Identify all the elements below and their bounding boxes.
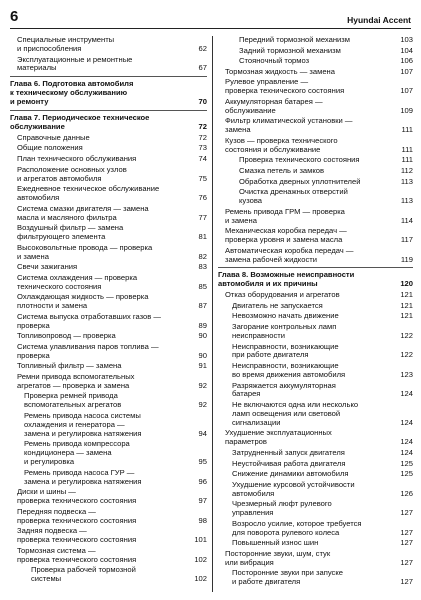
toc-entry[interactable] [218, 167, 413, 176]
toc-entry-title: Разряжается аккумуляторная батарея [232, 380, 336, 399]
toc-entry-title: Воздушный фильтр — замена фильтрующего элемента [17, 223, 124, 242]
toc-entry-title: Глава 6. Подготовка автомобиля к техническому обслуживанию и ремонту [10, 79, 134, 107]
toc-entry[interactable] [10, 508, 207, 526]
toc-entry-title: Передний тормозной механизм [239, 35, 350, 44]
toc-entry-page: 126 [400, 488, 413, 498]
toc-left-column [10, 36, 207, 586]
toc-entry[interactable] [10, 566, 207, 584]
toc-entry[interactable] [218, 117, 413, 135]
toc-entry-title: Стояночный тормоз [239, 56, 310, 66]
toc-entry-page: 83 [198, 262, 207, 272]
toc-entry-title: Неустойчивая работа двигателя [232, 458, 346, 468]
toc-entry-page: 72 [198, 121, 207, 131]
toc-entry[interactable] [10, 263, 207, 272]
toc-entry-page: 95 [198, 457, 207, 467]
toc-entry-title: Двигатель не запускается [232, 300, 323, 310]
toc-entry-title: Топливопровод — проверка [17, 331, 116, 341]
toc-entry[interactable] [10, 547, 207, 565]
toc-entry-page: 122 [400, 330, 413, 340]
toc-entry[interactable] [218, 291, 413, 300]
toc-entry-page: 124 [400, 437, 413, 447]
toc-entry-title: Снижение динамики автомобиля [232, 469, 349, 479]
toc-entry-page: 111 [401, 144, 413, 154]
toc-entry[interactable] [10, 313, 207, 331]
toc-entry[interactable] [218, 312, 413, 321]
toc-entry-page: 87 [198, 301, 207, 311]
toc-entry-page: 76 [198, 193, 207, 203]
toc-entry-page: 82 [198, 251, 207, 261]
toc-entry-title: Повышенный износ шин [232, 538, 319, 548]
toc-entry[interactable] [218, 500, 413, 518]
toc-entry-title: Глава 7. Периодическое техническое обслуживание [10, 113, 150, 131]
toc-entry-title: Не включаются одна или несколько ламп освещения или световой сигнализации [232, 400, 359, 427]
toc-entry-page: 107 [400, 66, 413, 76]
toc-entry-title: План технического обслуживания [17, 154, 137, 164]
toc-entry-page: 103 [400, 35, 413, 44]
toc-entry-page: 123 [400, 369, 413, 379]
toc-entry-title: Проверка рабочей тормозной системы [31, 565, 136, 584]
toc-entry[interactable] [218, 47, 413, 56]
toc-entry-page: 113 [400, 176, 413, 186]
toc-entry-title: Глава 8. Возможные неисправности автомобиля и их причины [218, 270, 355, 289]
toc-entry-title: Очистка дренажных отверстий кузова [239, 187, 348, 206]
toc-chapter-entry[interactable] [218, 271, 413, 289]
toc-entry-title: Механическая коробка передач — проверка уровня и замена масла [225, 226, 347, 245]
toc-entry-page: 102 [194, 554, 207, 564]
toc-entry[interactable] [10, 373, 207, 391]
toc-entry-title: Диски и шины — проверка технического состояния [17, 487, 137, 506]
toc-entry[interactable] [10, 488, 207, 506]
toc-entry[interactable] [218, 470, 413, 479]
toc-entry[interactable] [218, 429, 413, 447]
toc-entry-page: 72 [198, 132, 207, 142]
toc-entry[interactable] [218, 98, 413, 116]
toc-chapter-entry[interactable] [10, 114, 207, 132]
toc-entry[interactable] [10, 332, 207, 341]
toc-entry-title: Справочные данные [17, 132, 90, 142]
toc-entry-page: 96 [198, 476, 207, 486]
toc-entry[interactable] [10, 134, 207, 143]
toc-entry[interactable] [10, 144, 207, 153]
toc-entry[interactable] [10, 244, 207, 262]
toc-entry-title: Система улавливания паров топлива — проверка [17, 341, 159, 360]
toc-entry-title: Ремень привода насоса системы охлаждения и генератора — замена и регулировка натяжения [24, 410, 142, 438]
section-divider [10, 110, 207, 111]
toc-entry-page: 117 [400, 235, 413, 245]
toc-entry-page: 101 [194, 535, 207, 545]
toc-entry[interactable] [218, 382, 413, 400]
toc-entry[interactable] [10, 293, 207, 311]
toc-entry-title: Задняя подвеска — проверка технического состояния [17, 526, 137, 545]
toc-entry[interactable] [10, 36, 207, 54]
toc-entry[interactable] [218, 481, 413, 499]
toc-entry-title: Расположение основных узлов и агрегатов автомобиля [17, 164, 127, 183]
toc-entry-title: Загорание контрольных ламп неисправности [232, 322, 337, 340]
toc-entry[interactable] [218, 449, 413, 458]
toc-entry[interactable] [218, 57, 413, 66]
toc-entry-page: 127 [400, 508, 413, 518]
toc-entry-page: 113 [400, 196, 413, 206]
toc-entry-title: Ремень привода ГРМ — проверка и замена [225, 206, 345, 225]
toc-entry[interactable] [218, 137, 413, 155]
toc-entry-title: Рулевое управление — проверка технического состояния [225, 77, 345, 96]
toc-entry-page: 122 [400, 350, 413, 360]
toc-entry-page: 92 [198, 400, 207, 410]
toc-entry-title: Неисправности, возникающие во время движения автомобиля [232, 361, 346, 379]
toc-entry-title: Топливный фильтр — замена [17, 361, 122, 371]
toc-entry-page: 121 [400, 311, 413, 321]
toc-entry-page: 81 [198, 232, 207, 242]
toc-entry[interactable] [10, 274, 207, 292]
toc-entry-page: 90 [198, 331, 207, 341]
toc-entry[interactable] [10, 362, 207, 371]
toc-entry[interactable] [218, 227, 413, 245]
toc-entry[interactable] [10, 56, 207, 74]
toc-entry-page: 124 [400, 417, 413, 427]
toc-entry[interactable] [10, 155, 207, 164]
toc-entry-page: 67 [198, 63, 207, 73]
toc-entry-title: Задний тормозной механизм [239, 45, 341, 55]
toc-entry-page: 112 [400, 165, 413, 175]
toc-entry[interactable] [218, 178, 413, 187]
book-title: Hyundai Accent [347, 15, 411, 25]
toc-entry[interactable] [218, 208, 413, 226]
toc-entry-title: Обработка дверных уплотнителей [239, 176, 361, 186]
toc-entry[interactable] [218, 569, 413, 587]
toc-entry[interactable] [10, 166, 207, 184]
toc-entry[interactable] [218, 460, 413, 469]
toc-entry[interactable] [10, 392, 207, 410]
toc-entry[interactable] [218, 68, 413, 77]
toc-entry-title: Проверка ремней привода вспомогательных агрегатов [24, 391, 122, 410]
toc-entry-page: 106 [400, 56, 413, 66]
toc-entry-page: 125 [400, 458, 413, 468]
toc-entry-title: Посторонние звуки при запуске и работе двигателя [232, 568, 343, 587]
toc-entry-page: 74 [198, 154, 207, 164]
toc-entry-page: 107 [400, 86, 413, 96]
page-header [10, 6, 411, 29]
toc-entry-title: Аккумуляторная батарея — обслуживание [225, 96, 323, 115]
toc-entry-title: Тормозная система — проверка технического состояния [17, 545, 137, 564]
toc-right-column [218, 36, 413, 589]
toc-entry-page: 109 [400, 105, 413, 115]
toc-entry-page: 114 [400, 215, 413, 225]
toc-entry-page: 127 [400, 538, 413, 548]
toc-entry-page: 119 [400, 254, 413, 264]
toc-entry-page: 98 [198, 515, 207, 525]
toc-entry-title: Затрудненный запуск двигателя [232, 447, 345, 457]
toc-entry-title: Ремень привода компрессора кондиционера — замена и регулировка [24, 439, 130, 467]
toc-entry-page: 91 [198, 361, 207, 371]
toc-entry-page: 111 [401, 155, 413, 165]
toc-entry-page: 124 [400, 447, 413, 457]
toc-entry[interactable] [218, 156, 413, 165]
column-divider [212, 36, 213, 592]
toc-entry-page: 121 [400, 290, 413, 300]
toc-entry-page: 125 [400, 469, 413, 479]
toc-entry[interactable] [10, 224, 207, 242]
toc-entry-title: Автоматическая коробка передач — замена рабочей жидкости [225, 245, 354, 264]
toc-entry-title: Проверка технического состояния [239, 155, 360, 165]
toc-entry[interactable] [10, 412, 207, 439]
toc-entry-page: 73 [198, 143, 207, 153]
toc-entry-page: 124 [400, 389, 413, 399]
toc-entry[interactable] [218, 36, 413, 45]
page-number: 6 [10, 8, 19, 25]
toc-entry-title: Смазка петель и замков [239, 165, 325, 175]
toc-entry[interactable] [10, 527, 207, 545]
toc-entry-title: Эксплуатационные и ремонтные материалы [17, 54, 133, 73]
toc-entry-title: Ремни привода вспомогательных агрегатов — проверка и замена [17, 371, 135, 390]
toc-entry-title: Чрезмерный люфт рулевого управления [232, 499, 332, 518]
toc-entry-title: Ремень привода насоса ГУР — замена и регулировка натяжения [24, 467, 142, 486]
toc-entry[interactable] [218, 302, 413, 311]
toc-entry[interactable] [218, 323, 413, 341]
toc-chapter-entry[interactable] [10, 80, 207, 107]
toc-entry-title: Кузов — проверка технического состояния и обслуживание [225, 135, 338, 154]
toc-entry[interactable] [218, 550, 413, 568]
toc-entry-title: Система охлаждения — проверка технического состояния [17, 272, 138, 291]
toc-entry-page: 111 [401, 125, 413, 135]
toc-entry-title: Свечи зажигания [17, 262, 78, 272]
toc-entry-title: Ухудшение курсовой устойчивости автомобиля [232, 479, 355, 498]
toc-entry[interactable] [218, 343, 413, 361]
toc-entry[interactable] [10, 205, 207, 223]
toc-entry[interactable] [10, 185, 207, 203]
toc-entry-page: 89 [198, 320, 207, 330]
toc-entry-page: 75 [198, 173, 207, 183]
toc-entry-title: Фильтр климатической установки — замена [225, 116, 353, 135]
toc-entry-title: Невозможно начать движение [232, 311, 339, 321]
toc-entry-page: 104 [400, 45, 413, 55]
toc-entry-title: Специальные инструменты и приспособления [17, 35, 115, 53]
toc-entry-title: Отказ оборудования и агрегатов [225, 290, 340, 300]
toc-entry[interactable] [10, 440, 207, 467]
toc-entry-page: 121 [400, 300, 413, 310]
section-divider [218, 267, 413, 268]
toc-entry-title: Система выпуска отработавших газов — проверка [17, 311, 162, 330]
toc-entry-page: 90 [198, 350, 207, 360]
section-divider [10, 76, 207, 77]
toc-entry-title: Посторонние звуки, шум, стук или вибрация [225, 548, 331, 567]
toc-entry-page: 92 [198, 380, 207, 390]
toc-entry[interactable] [218, 539, 413, 548]
toc-entry-page: 85 [198, 281, 207, 291]
toc-entry[interactable] [218, 362, 413, 380]
toc-entry-title: Передняя подвеска — проверка технического состояния [17, 506, 137, 525]
toc-entry-title: Охлаждающая жидкость — проверка плотности и замена [17, 292, 149, 311]
toc-entry-page: 102 [194, 574, 207, 584]
toc-entry-page: 127 [400, 577, 413, 587]
toc-entry[interactable] [10, 469, 207, 487]
toc-entry-page: 127 [400, 557, 413, 567]
toc-entry-title: Ухудшение эксплуатационных параметров [225, 428, 332, 447]
toc-entry-title: Возросло усилие, которое требуется для поворота рулевого колеса [232, 518, 362, 537]
toc-entry[interactable] [218, 78, 413, 96]
toc-entry-page: 97 [198, 496, 207, 506]
toc-entry[interactable] [218, 401, 413, 428]
toc-entry[interactable] [10, 343, 207, 361]
toc-entry-title: Общие положения [17, 143, 83, 153]
toc-entry-title: Высоковольтные провода — проверка и замена [17, 242, 153, 261]
toc-entry-title: Неисправности, возникающие при работе двигателя [232, 341, 339, 360]
toc-entry-page: 70 [198, 97, 207, 107]
toc-entry-page: 127 [400, 527, 413, 537]
toc-entry-page: 94 [198, 428, 207, 438]
toc-entry-page: 77 [198, 212, 207, 222]
toc-entry[interactable] [218, 188, 413, 206]
toc-entry-title: Ежедневное техническое обслуживание автомобиля [17, 184, 160, 203]
toc-entry-title: Система смазки двигателя — замена масла и масляного фильтра [17, 203, 149, 222]
toc-entry[interactable] [218, 520, 413, 538]
toc-entry-page: 120 [400, 279, 413, 289]
toc-entry[interactable] [218, 247, 413, 265]
toc-entry-page: 62 [198, 43, 207, 53]
toc-entry-title: Тормозная жидкость — замена [225, 66, 335, 76]
